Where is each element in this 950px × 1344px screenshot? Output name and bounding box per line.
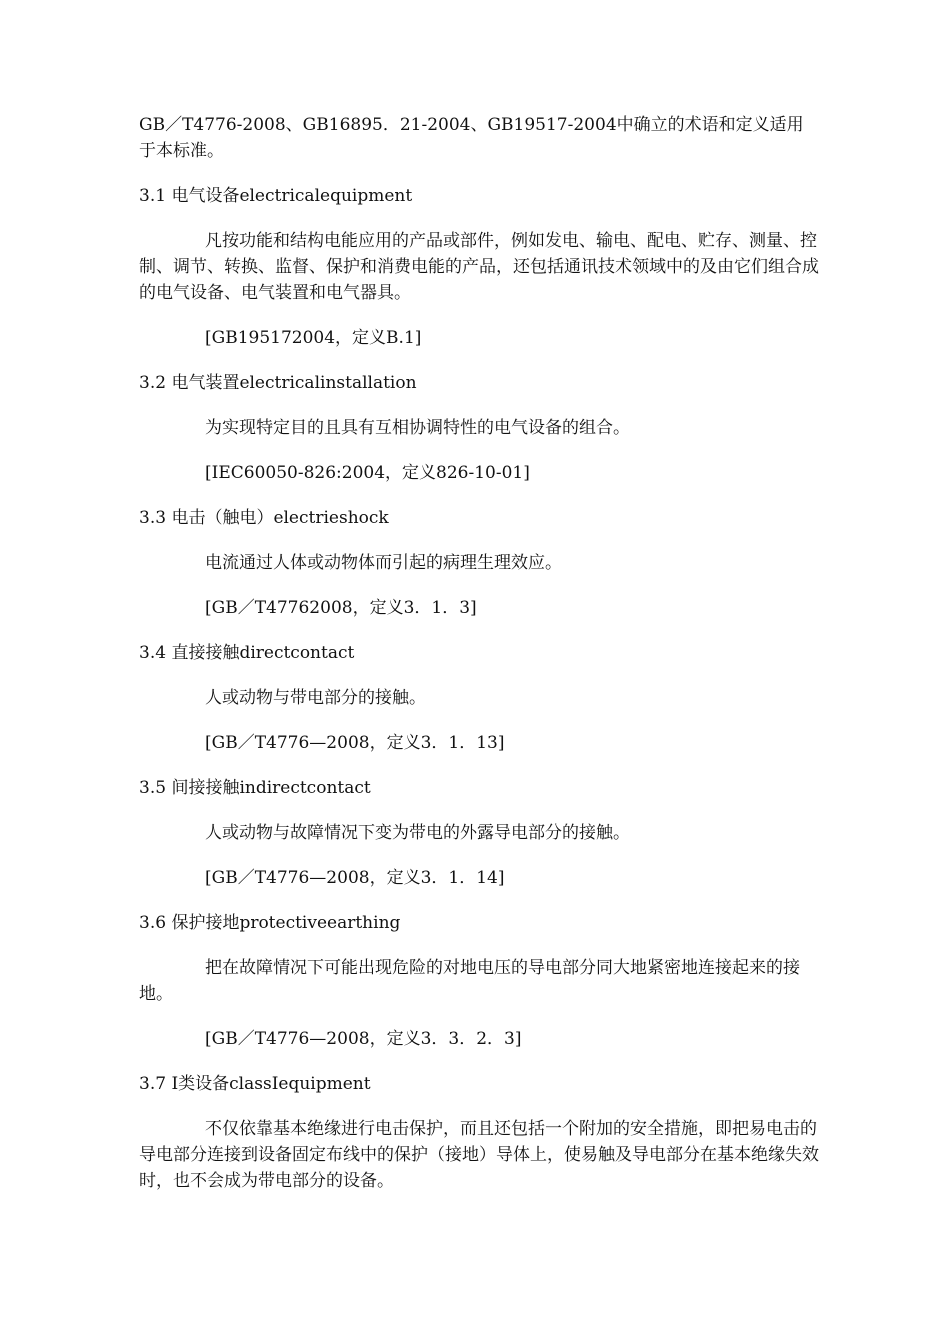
- term-reference-3-4: [GB／T4776—2008，定义3．1．13]: [205, 733, 505, 753]
- term-heading-3-3: 3.3 电击（触电）electrieshock: [139, 508, 389, 528]
- intro-paragraph: GB／T4776-2008、GB16895．21-2004、GB19517-2004中确立的术语和定义适用于本标准。: [139, 115, 804, 161]
- term-heading-3-4: 3.4 直接接触directcontact: [139, 643, 355, 663]
- term-reference-3-5: [GB／T4776—2008，定义3．1．14]: [205, 868, 505, 888]
- term-definition-3-4: 人或动物与带电部分的接触。: [205, 688, 426, 708]
- term-reference-3-2: [IEC60050-826:2004，定义826-10-01]: [205, 463, 530, 483]
- term-heading-3-5: 3.5 间接接触indirectcontact: [139, 778, 371, 798]
- term-definition-3-7: 不仅依靠基本绝缘进行电击保护，而且还包括一个附加的安全措施，即把易电击的导电部分连接到设备固定布线中的保护（接地）导体上，使易触及导电部分在基本绝缘失效时，也不会成为带电部分的设备。: [139, 1119, 819, 1191]
- term-definition-3-1: 凡按功能和结构电能应用的产品或部件，例如发电、输电、配电、贮存、测量、控制、调节、转换、监督、保护和消费电能的产品，还包括通讯技术领域中的及由它们组合成的电气设备、电气装置和电气器具。: [139, 231, 819, 303]
- term-definition-3-6: 把在故障情况下可能出现危险的对地电压的导电部分同大地紧密地连接起来的接地。: [139, 958, 800, 1004]
- term-heading-3-7: 3.7 I类设备classIequipment: [139, 1074, 371, 1094]
- term-reference-3-6: [GB／T4776—2008，定义3．3．2．3]: [205, 1029, 522, 1049]
- term-heading-3-1: 3.1 电气设备electricalequipment: [139, 186, 413, 206]
- term-definition-3-5: 人或动物与故障情况下变为带电的外露导电部分的接触。: [205, 823, 630, 843]
- term-reference-3-3: [GB／T47762008，定义3．1．3]: [205, 598, 477, 618]
- term-definition-3-2: 为实现特定目的且具有互相协调特性的电气设备的组合。: [205, 418, 630, 438]
- term-heading-3-2: 3.2 电气装置electricalinstallation: [139, 373, 417, 393]
- term-reference-3-1: [GB195172004，定义B.1]: [205, 328, 422, 348]
- term-heading-3-6: 3.6 保护接地protectiveearthing: [139, 913, 401, 933]
- document-page: [139, 112, 819, 1194]
- term-definition-3-3: 电流通过人体或动物体而引起的病理生理效应。: [205, 553, 562, 573]
